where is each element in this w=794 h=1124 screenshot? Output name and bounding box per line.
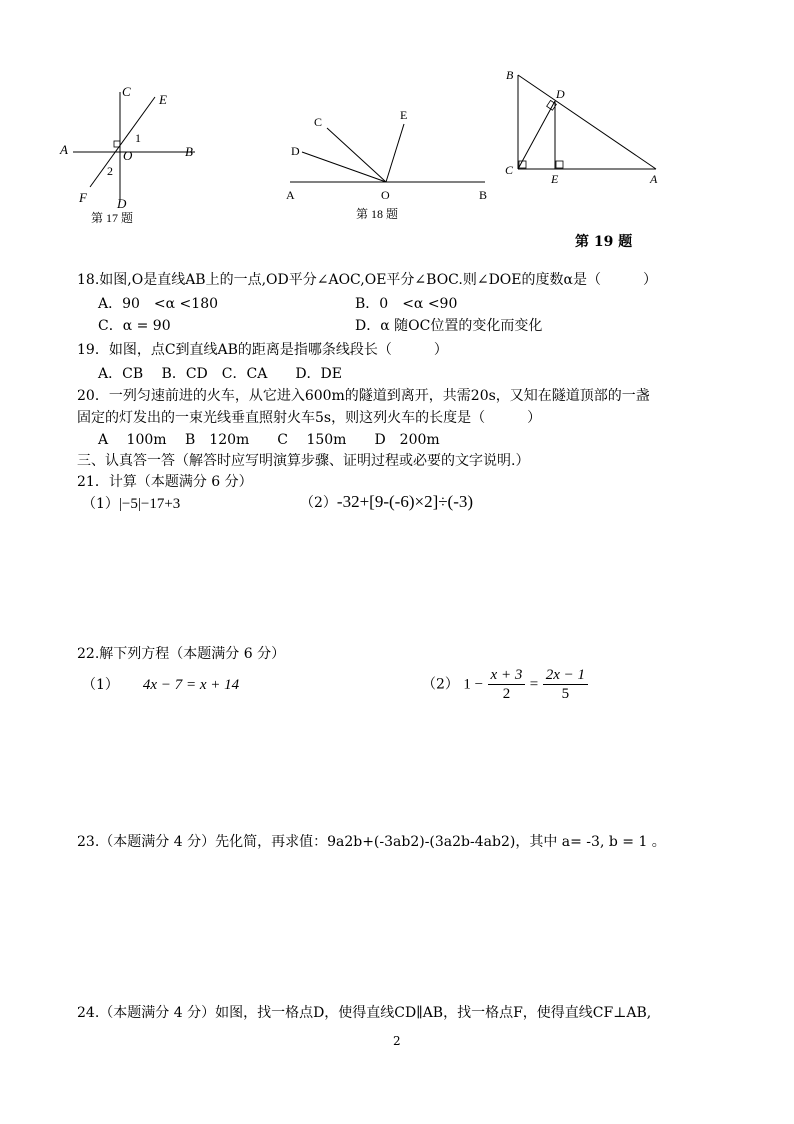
label-D: D <box>117 196 127 211</box>
q18-option-a: A．90 <α <180 <box>98 296 219 312</box>
q22-part1-label: （1） <box>82 677 119 693</box>
page-number: 2 <box>393 1034 401 1048</box>
label-B: B <box>185 144 193 159</box>
line-EF <box>90 97 155 187</box>
q22-fraction-1-num: x + 3 <box>488 666 526 685</box>
q20-line1: 20．一列匀速前进的火车，从它进入600m的隧道到离开，共需20s，又知在隧道顶部的一盏 <box>77 388 650 404</box>
segment-CD <box>518 101 555 169</box>
q22-fraction-2-num: 2x − 1 <box>543 666 588 685</box>
q21-part1-label: （1） <box>82 496 119 512</box>
label-E: E <box>400 108 408 122</box>
q21-part1 <box>82 495 180 513</box>
q20-line2: 固定的灯发出的一束光线垂直照射火车5s，则这列火车的长度是（ ） <box>77 410 542 426</box>
label-C: C <box>314 115 323 129</box>
figure-19 <box>500 65 670 190</box>
label-B: B <box>479 188 488 202</box>
q19-stem: 19．如图，点C到直线AB的距离是指哪条线段长（ ） <box>77 342 448 358</box>
label-B: B <box>506 68 514 82</box>
q21-part2-expr: -32+[9-(-6)×2]÷(-3) <box>336 492 474 511</box>
label-D: D <box>291 144 300 158</box>
fig18-caption: 第 18 题 <box>356 207 399 221</box>
q21-heading: 21．计算（本题满分 6 分） <box>77 474 253 490</box>
q22-fraction-2 <box>543 666 588 703</box>
q20-options: A 100m B 120m C 150m D 200m <box>98 432 440 448</box>
figure-18 <box>280 100 500 230</box>
q18-option-c: C．α = 90 <box>98 318 171 334</box>
label-A: A <box>60 142 68 157</box>
label-1: 1 <box>135 131 141 145</box>
q22-fraction-1-den: 2 <box>502 686 511 702</box>
q18-stem: 18.如图,O是直线AB上的一点,OD平分∠AOC,OE平分∠BOC.则∠DOE的度数α是（ ） <box>77 272 657 288</box>
q22-equals: = <box>529 676 539 693</box>
q22-part2-label: （2） <box>422 676 459 693</box>
q22-part2-lead: 1 − <box>463 676 484 693</box>
q21-part2 <box>300 493 473 512</box>
q22-fraction-2-den: 5 <box>561 686 570 702</box>
ray-OC <box>327 128 386 182</box>
figure-17 <box>55 82 215 232</box>
q21-part1-expr: |−5|−17+3 <box>118 496 181 512</box>
q18-option-b: B．0 <α <90 <box>355 296 458 312</box>
q21-part2-label: （2） <box>300 495 337 511</box>
right-angle-E <box>556 161 563 168</box>
label-D: D <box>556 87 565 101</box>
label-F: F <box>79 190 87 205</box>
q23-text: 23.（本题满分 4 分）先化简，再求值：9a2b+(-3ab2)-(3a2b-4ab2)，其中 a= -3, b = 1 。 <box>77 834 666 850</box>
label-A: A <box>286 188 295 202</box>
label-2: 2 <box>107 164 113 178</box>
side-BA <box>518 75 656 169</box>
q22-part2 <box>422 666 588 703</box>
label-E: E <box>551 172 559 186</box>
label-O: O <box>381 188 390 202</box>
label-A: A <box>650 172 658 186</box>
q19-options: A．CB B．CD C．CA D．DE <box>98 366 342 382</box>
label-O: O <box>123 148 133 163</box>
label-C: C <box>505 163 514 177</box>
fig19-caption: 第 19 题 <box>575 234 633 250</box>
q22-heading: 22.解下列方程（本题满分 6 分） <box>77 646 286 662</box>
q22-part1 <box>82 676 239 694</box>
q22-part1-expr: 4x − 7 = x + 14 <box>142 677 240 693</box>
ray-OE <box>386 124 404 182</box>
label-C: C <box>122 84 131 99</box>
ray-OD <box>302 152 386 182</box>
q22-fraction-1 <box>488 666 526 703</box>
fig17-caption: 第 17 题 <box>91 211 134 225</box>
q18-option-d: D．α 随OC位置的变化而变化 <box>355 318 543 334</box>
section-3-heading: 三、认真答一答（解答时应写明演算步骤、证明过程或必要的文字说明.） <box>77 453 530 469</box>
label-E: E <box>159 92 167 107</box>
q24-text: 24.（本题满分 4 分）如图，找一格点D，使得直线CD∥AB，找一格点F，使得直线CF⊥AB, <box>77 1005 652 1021</box>
